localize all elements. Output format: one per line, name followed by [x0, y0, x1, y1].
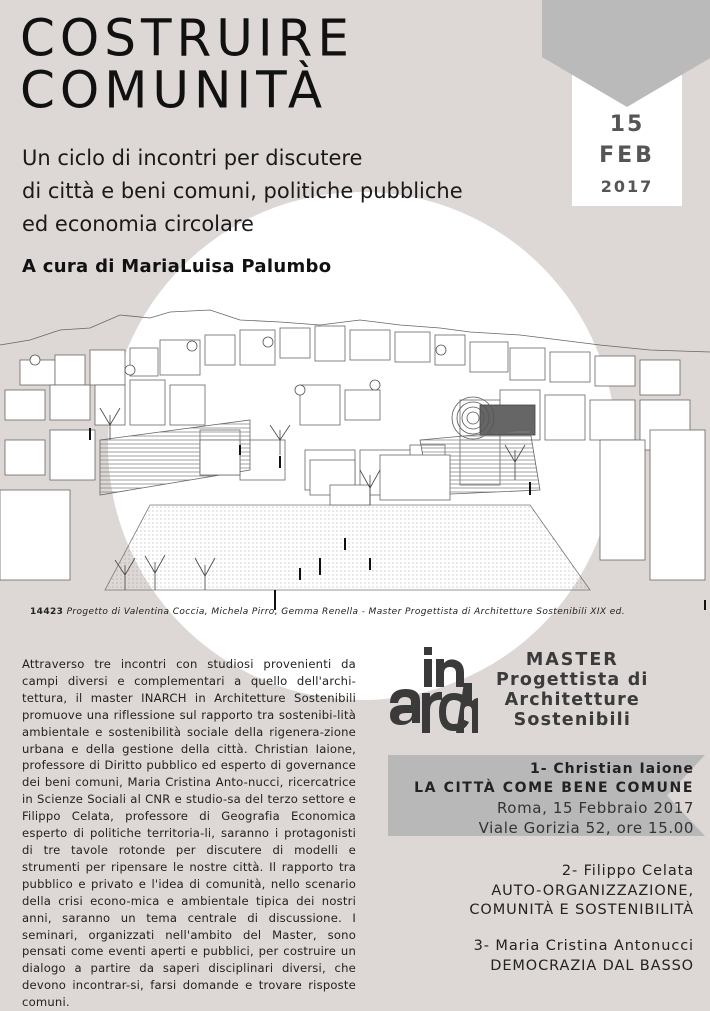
title-line-2: COMUNITÀ	[20, 60, 328, 120]
caption-text: Progetto di Valentina Coccia, Michela Pirro, Gemma Renella - Master Progettista di Architetture Sostenibili XIX ed.	[66, 607, 626, 617]
curator-credit: A cura di MariaLuisa Palumbo	[22, 256, 332, 277]
subtitle-line-2: di città e beni comuni, politiche pubbliche	[22, 179, 463, 203]
title-line-1: COSTRUIRE	[20, 8, 354, 68]
event-1-topic: LA CITTÀ COME BENE COMUNE	[414, 780, 694, 796]
subtitle-line-1: Un ciclo di incontri per discutere	[22, 146, 363, 170]
event-2-topic-line-1: AUTO-ORGANIZZAZIONE,	[491, 882, 694, 899]
event-1-date-place: Roma, 15 Febbraio 2017	[496, 799, 694, 817]
master-line-3: Architetture	[504, 690, 640, 710]
date-day: 15	[609, 112, 645, 137]
event-3-speaker: 3- Maria Cristina Antonucci	[473, 938, 694, 954]
master-line-1: MASTER	[525, 650, 619, 670]
date-tag	[572, 0, 682, 206]
event-2	[469, 862, 694, 921]
master-line-2: Progettista di	[496, 670, 649, 690]
inarch-logo	[388, 645, 480, 735]
event-1	[414, 760, 694, 838]
date-tag-top-band	[542, 0, 710, 57]
master-line-4: Sostenibili	[513, 710, 632, 730]
event-1-speaker: 1- Christian Iaione	[529, 761, 694, 777]
date-tag-chevron	[542, 57, 710, 107]
caption-number: 14423	[30, 607, 64, 617]
event-1-address: Viale Gorizia 52, ore 15.00	[478, 819, 694, 837]
subtitle-line-3: ed economia circolare	[22, 212, 254, 236]
date-month: FEB	[599, 143, 655, 168]
event-3	[474, 937, 694, 976]
date-year: 2017	[600, 177, 654, 196]
event-3-topic-line-1: DEMOCRAZIA DAL BASSO	[490, 957, 694, 974]
event-2-speaker: 2- Filippo Celata	[561, 863, 694, 879]
event-2-topic-line-2: COMUNITÀ E SOSTENIBILITÀ	[469, 902, 694, 918]
master-program-title	[496, 650, 649, 730]
description-paragraph: Attraverso tre incontri con studiosi provenienti da campi diversi e complementari a quello dell'archi-tettura, il master INARCH in Architetture Sostenibili promuove una riflessione sul rapporto tra sostenibi-lità ambientale e sostenibilità sociale della rigenera-zione urbana e della gestione della città. Christian Iaione, professore di Diritto pubblico ed esperto di governance dei beni comuni, Maria Cristina Anto-nucci, ricercatrice in Scienze Sociali al CNR e studio-sa del terzo settore e Filippo Celata, professore di Geografia Economica esperto di politiche territoria-li, saranno i protagonisti di tre tavole rotonde per discutere di modelli e strumenti per ripensare le nostre città. Il rapporto tra pubblico e privato e l'idea di comunità, nello scenario della crisi econo-mica e ambientale tipica dei nostri anni, saranno un tema centrale di discussione. I seminari, organizzati nell'ambito del Master, sono pensati come eventi aperti e pubblici, per costruire un dialogo a partire da saperi disciplinari diversi, che devono incontrar-si, farsi domande e trovare risposte comuni.	[22, 657, 356, 1010]
poster-subtitle	[22, 142, 463, 241]
poster-title	[20, 8, 354, 120]
city-illustration	[0, 290, 710, 610]
illustration-caption	[30, 607, 625, 617]
